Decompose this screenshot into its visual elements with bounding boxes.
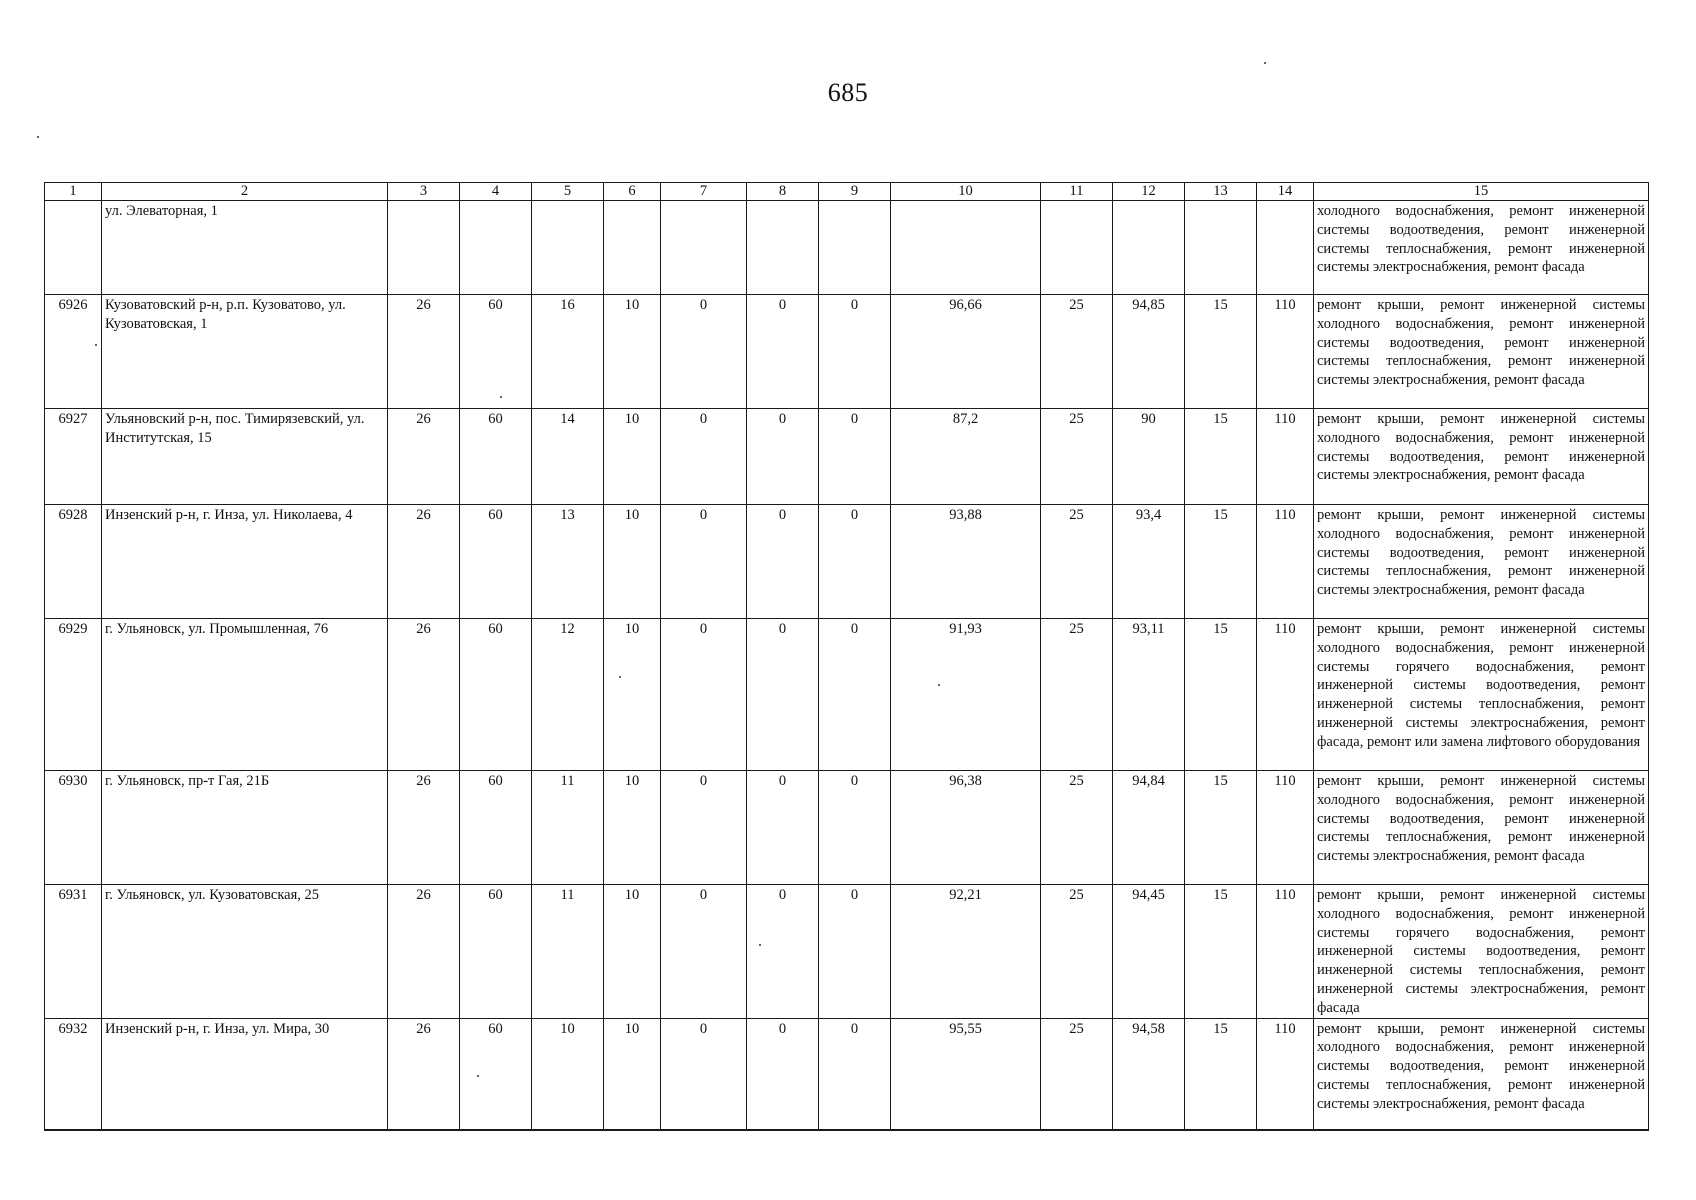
table-cell-col-5: 16 <box>532 295 604 409</box>
table-cell-col-8: 0 <box>747 295 819 409</box>
column-number-row <box>45 183 1649 201</box>
table-cell-col-3: 26 <box>388 619 460 771</box>
table-body <box>45 201 1649 1131</box>
table-cell-col-15: холодного водоснабжения, ремонт инженерной системы водоотведения, ремонт инженерной системы теплоснабжения, ремонт инженерной системы электроснабжения, ремонт фасада <box>1314 201 1649 295</box>
table-cell-col-13: 15 <box>1185 885 1257 1019</box>
table-cell-col-10: 95,55 <box>891 1018 1041 1130</box>
table-cell-col-8: 0 <box>747 1018 819 1130</box>
table-cell-col-12: 94,58 <box>1113 1018 1185 1130</box>
column-header-11: 11 <box>1041 183 1113 201</box>
table-cell-col-2: Инзенский р-н, г. Инза, ул. Николаева, 4 <box>102 505 388 619</box>
table-cell-col-9: 0 <box>819 771 891 885</box>
table-cell-col-1: 6930 <box>45 771 102 885</box>
scan-speck <box>1264 62 1266 64</box>
table-cell-col-2: Инзенский р-н, г. Инза, ул. Мира, 30 <box>102 1018 388 1130</box>
table-cell-col-1: 6926 <box>45 295 102 409</box>
column-header-12: 12 <box>1113 183 1185 201</box>
table-cell-col-3 <box>388 201 460 295</box>
table-cell-col-1: 6929 <box>45 619 102 771</box>
table-cell-col-11: 25 <box>1041 619 1113 771</box>
table-cell-col-13 <box>1185 201 1257 295</box>
page-number: 685 <box>827 78 869 107</box>
scan-speck <box>938 684 940 686</box>
table-cell-col-9: 0 <box>819 409 891 505</box>
table-cell-col-7: 0 <box>661 885 747 1019</box>
table-cell-col-14: 110 <box>1257 295 1314 409</box>
table-cell-col-8: 0 <box>747 771 819 885</box>
table-cell-col-14: 110 <box>1257 771 1314 885</box>
table-cell-col-4: 60 <box>460 885 532 1019</box>
table-cell-col-11: 25 <box>1041 295 1113 409</box>
table-cell-col-6: 10 <box>604 619 661 771</box>
table-cell-col-12: 93,11 <box>1113 619 1185 771</box>
scan-speck <box>37 136 39 138</box>
table-cell-col-7: 0 <box>661 619 747 771</box>
table-cell-col-10: 87,2 <box>891 409 1041 505</box>
table-cell-col-15: ремонт крыши, ремонт инженерной системы холодного водоснабжения, ремонт инженерной системы водоотведения, ремонт инженерной системы теплоснабжения, ремонт инженерной системы электроснабжения, ремонт фасада <box>1314 295 1649 409</box>
scan-speck <box>500 396 502 398</box>
scan-speck <box>759 944 761 946</box>
table-cell-col-9: 0 <box>819 619 891 771</box>
table-cell-col-11: 25 <box>1041 505 1113 619</box>
table-cell-col-10: 91,93 <box>891 619 1041 771</box>
table-cell-col-12: 94,45 <box>1113 885 1185 1019</box>
table-cell-col-9: 0 <box>819 295 891 409</box>
table-row <box>45 505 1649 619</box>
table-cell-col-3: 26 <box>388 1018 460 1130</box>
table-row <box>45 1018 1649 1130</box>
table-cell-col-14: 110 <box>1257 409 1314 505</box>
table-cell-col-9 <box>819 201 891 295</box>
table-cell-col-6: 10 <box>604 295 661 409</box>
table-cell-col-1: 6927 <box>45 409 102 505</box>
table-cell-col-2: Кузоватовский р-н, р.п. Кузоватово, ул. Кузоватовская, 1 <box>102 295 388 409</box>
register-table <box>44 182 1649 1131</box>
table-cell-col-4 <box>460 201 532 295</box>
column-header-9: 9 <box>819 183 891 201</box>
column-header-3: 3 <box>388 183 460 201</box>
table-cell-col-7: 0 <box>661 505 747 619</box>
scan-speck <box>95 344 97 346</box>
table-cell-col-4: 60 <box>460 295 532 409</box>
table-cell-col-3: 26 <box>388 409 460 505</box>
table-cell-col-14: 110 <box>1257 619 1314 771</box>
table-cell-col-1 <box>45 201 102 295</box>
table-cell-col-11: 25 <box>1041 771 1113 885</box>
table-cell-col-6: 10 <box>604 885 661 1019</box>
table-cell-col-12 <box>1113 201 1185 295</box>
table-cell-col-10: 96,38 <box>891 771 1041 885</box>
table-cell-col-5: 11 <box>532 885 604 1019</box>
table-cell-col-14: 110 <box>1257 1018 1314 1130</box>
table-cell-col-9: 0 <box>819 505 891 619</box>
table-cell-col-12: 94,84 <box>1113 771 1185 885</box>
table-cell-col-15: ремонт крыши, ремонт инженерной системы холодного водоснабжения, ремонт инженерной системы водоотведения, ремонт инженерной системы теплоснабжения, ремонт инженерной системы электроснабжения, ремонт фасада <box>1314 505 1649 619</box>
table-cell-col-1: 6928 <box>45 505 102 619</box>
column-header-14: 14 <box>1257 183 1314 201</box>
table-cell-col-10: 92,21 <box>891 885 1041 1019</box>
table-cell-col-15: ремонт крыши, ремонт инженерной системы холодного водоснабжения, ремонт инженерной системы водоотведения, ремонт инженерной системы теплоснабжения, ремонт инженерной системы электроснабжения, ремонт фасада <box>1314 771 1649 885</box>
table-cell-col-5 <box>532 201 604 295</box>
column-header-13: 13 <box>1185 183 1257 201</box>
table-row <box>45 885 1649 1019</box>
column-header-8: 8 <box>747 183 819 201</box>
table-cell-col-13: 15 <box>1185 1018 1257 1130</box>
table-cell-col-9: 0 <box>819 885 891 1019</box>
table-cell-col-4: 60 <box>460 409 532 505</box>
table-cell-col-11 <box>1041 201 1113 295</box>
column-header-1: 1 <box>45 183 102 201</box>
table-cell-col-14: 110 <box>1257 885 1314 1019</box>
table-cell-col-13: 15 <box>1185 619 1257 771</box>
table-cell-col-8 <box>747 201 819 295</box>
table-cell-col-1: 6932 <box>45 1018 102 1130</box>
table-cell-col-12: 94,85 <box>1113 295 1185 409</box>
table-cell-col-14: 110 <box>1257 505 1314 619</box>
table-cell-col-13: 15 <box>1185 295 1257 409</box>
table-cell-col-3: 26 <box>388 295 460 409</box>
table-cell-col-8: 0 <box>747 885 819 1019</box>
table-cell-col-2: Ульяновский р-н, пос. Тимирязевский, ул. Институтская, 15 <box>102 409 388 505</box>
table-cell-col-2: г. Ульяновск, ул. Кузоватовская, 25 <box>102 885 388 1019</box>
table-cell-col-4: 60 <box>460 619 532 771</box>
table-cell-col-11: 25 <box>1041 1018 1113 1130</box>
table-row <box>45 201 1649 295</box>
table-cell-col-4: 60 <box>460 505 532 619</box>
table-cell-col-5: 12 <box>532 619 604 771</box>
table-cell-col-6 <box>604 201 661 295</box>
scan-speck <box>619 676 621 678</box>
table-cell-col-9: 0 <box>819 1018 891 1130</box>
table-cell-col-10: 96,66 <box>891 295 1041 409</box>
table-row <box>45 295 1649 409</box>
table-cell-col-5: 14 <box>532 409 604 505</box>
table-cell-col-15: ремонт крыши, ремонт инженерной системы холодного водоснабжения, ремонт инженерной системы горячего водоснабжения, ремонт инженерной системы водоотведения, ремонт инженерной системы теплоснабжения, ремонт инженерной системы электроснабжения, ремонт фасада <box>1314 885 1649 1019</box>
table-cell-col-3: 26 <box>388 505 460 619</box>
table-row <box>45 409 1649 505</box>
table-cell-col-8: 0 <box>747 619 819 771</box>
table-cell-col-7: 0 <box>661 1018 747 1130</box>
scan-speck <box>477 1075 479 1077</box>
table-cell-col-2: г. Ульяновск, пр-т Гая, 21Б <box>102 771 388 885</box>
table-cell-col-15: ремонт крыши, ремонт инженерной системы холодного водоснабжения, ремонт инженерной системы водоотведения, ремонт инженерной системы теплоснабжения, ремонт инженерной системы электроснабжения, ремонт фасада <box>1314 1018 1649 1130</box>
table-cell-col-6: 10 <box>604 409 661 505</box>
table-cell-col-5: 13 <box>532 505 604 619</box>
table-cell-col-15: ремонт крыши, ремонт инженерной системы холодного водоснабжения, ремонт инженерной системы водоотведения, ремонт инженерной системы электроснабжения, ремонт фасада <box>1314 409 1649 505</box>
table-cell-col-6: 10 <box>604 505 661 619</box>
table-cell-col-3: 26 <box>388 771 460 885</box>
table-cell-col-8: 0 <box>747 409 819 505</box>
table-cell-col-7: 0 <box>661 771 747 885</box>
table-cell-col-3: 26 <box>388 885 460 1019</box>
column-header-10: 10 <box>891 183 1041 201</box>
table-cell-col-1: 6931 <box>45 885 102 1019</box>
table-cell-col-13: 15 <box>1185 505 1257 619</box>
table-cell-col-10: 93,88 <box>891 505 1041 619</box>
table-cell-col-4: 60 <box>460 1018 532 1130</box>
column-header-5: 5 <box>532 183 604 201</box>
table-cell-col-12: 90 <box>1113 409 1185 505</box>
table-cell-col-5: 10 <box>532 1018 604 1130</box>
table-cell-col-2: ул. Элеваторная, 1 <box>102 201 388 295</box>
table-cell-col-6: 10 <box>604 771 661 885</box>
column-header-15: 15 <box>1314 183 1649 201</box>
table-cell-col-12: 93,4 <box>1113 505 1185 619</box>
table-row <box>45 619 1649 771</box>
table-cell-col-15: ремонт крыши, ремонт инженерной системы холодного водоснабжения, ремонт инженерной системы горячего водоснабжения, ремонт инженерной системы водоотведения, ремонт инженерной системы теплоснабжения, ремонт инженерной системы электроснабжения, ремонт фасада, ремонт или замена лифтового оборудования <box>1314 619 1649 771</box>
table-cell-col-14 <box>1257 201 1314 295</box>
table-cell-col-8: 0 <box>747 505 819 619</box>
table-cell-col-2: г. Ульяновск, ул. Промышленная, 76 <box>102 619 388 771</box>
table-cell-col-7 <box>661 201 747 295</box>
column-header-2: 2 <box>102 183 388 201</box>
column-header-4: 4 <box>460 183 532 201</box>
table-cell-col-4: 60 <box>460 771 532 885</box>
column-header-6: 6 <box>604 183 661 201</box>
table-cell-col-13: 15 <box>1185 409 1257 505</box>
column-header-7: 7 <box>661 183 747 201</box>
table-cell-col-13: 15 <box>1185 771 1257 885</box>
table-cell-col-7: 0 <box>661 409 747 505</box>
table-cell-col-5: 11 <box>532 771 604 885</box>
table-cell-col-11: 25 <box>1041 409 1113 505</box>
table-cell-col-6: 10 <box>604 1018 661 1130</box>
table-cell-col-10 <box>891 201 1041 295</box>
table-row <box>45 771 1649 885</box>
table-cell-col-11: 25 <box>1041 885 1113 1019</box>
table-cell-col-7: 0 <box>661 295 747 409</box>
